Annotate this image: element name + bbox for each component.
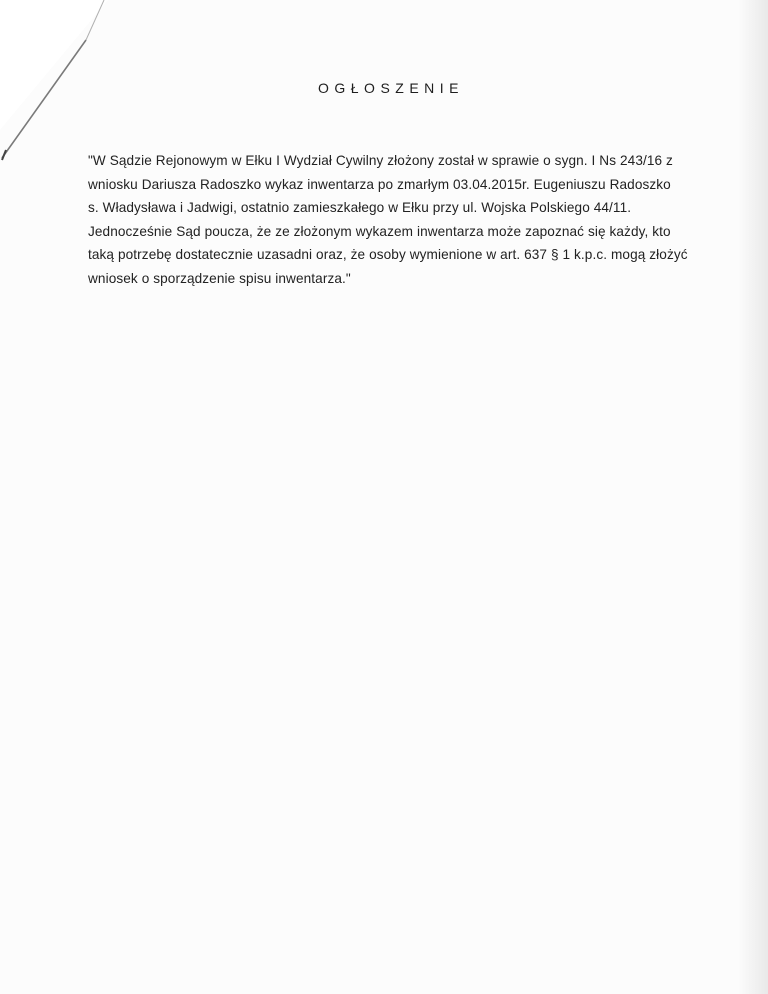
document-title: OGŁOSZENIE: [317, 80, 465, 96]
body-line: taką potrzebę dostatecznie uzasadni oraz, że osoby wymienione w art. 637 § 1 k.p.c. mogą złożyć: [88, 247, 688, 262]
announcement-body: [88, 149, 708, 290]
body-line: Jednocześnie Sąd poucza, że ze złożonym wykazem inwentarza może zapoznać się każdy, kto: [88, 223, 671, 239]
body-line: wniosku Dariusza Radoszko wykaz inwentarza po zmarłym 03.04.2015r. Eugeniuszu Radoszko: [88, 176, 671, 192]
body-line: s. Władysława i Jadwigi, ostatnio zamieszkałego w Ełku przy ul. Wojska Polskiego 44/11.: [88, 200, 632, 215]
scan-shadow: [738, 0, 768, 994]
body-line: wniosek o sporządzenie spisu inwentarza.": [88, 270, 351, 286]
body-line: "W Sądzie Rejonowym w Ełku I Wydział Cywilny złożony został w sprawie o sygn. I Ns 243/16 z: [88, 153, 673, 168]
